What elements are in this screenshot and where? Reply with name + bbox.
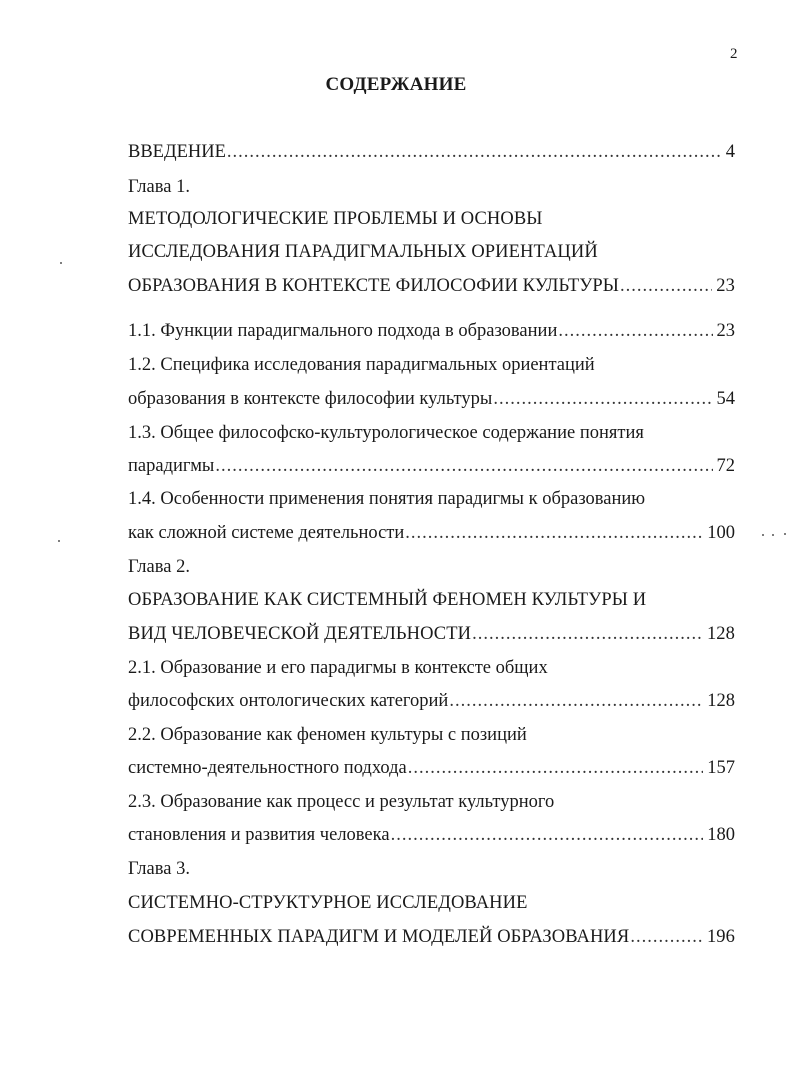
toc-leader-dots bbox=[405, 521, 703, 545]
toc-entry-text: ОБРАЗОВАНИЯ В КОНТЕКСТЕ ФИЛОСОФИИ КУЛЬТУРЫ bbox=[128, 276, 620, 296]
toc-entry-page: 196 bbox=[706, 927, 735, 947]
toc-entry-text: 1.1. Функции парадигмального подхода в образовании bbox=[128, 321, 558, 341]
toc-entry-1-3-line-1: 1.3. Общее философско-культурологическое содержание понятия bbox=[128, 423, 644, 443]
toc-entry-2-3-line-1: 2.3. Образование как процесс и результат культурного bbox=[128, 792, 555, 812]
toc-entry-2-1-line-1: 2.1. Образование и его парадигмы в контексте общих bbox=[128, 658, 548, 678]
scan-speck bbox=[772, 534, 774, 536]
toc-entry-text: системно-деятельностного подхода bbox=[128, 758, 407, 778]
toc-entry-text: ВИД ЧЕЛОВЕЧЕСКОЙ ДЕЯТЕЛЬНОСТИ bbox=[128, 624, 472, 644]
toc-leader-dots bbox=[472, 622, 703, 646]
toc-entry-page: 128 bbox=[707, 691, 735, 711]
toc-entry-text: образования в контексте философии культуры bbox=[128, 389, 493, 409]
toc-leader-dots bbox=[227, 140, 722, 164]
toc-entry-page: 128 bbox=[706, 624, 735, 644]
toc-entry-text: философских онтологических категорий bbox=[128, 691, 449, 711]
toc-entry-1-2-line-1: 1.2. Специфика исследования парадигмальных ориентаций bbox=[128, 355, 595, 375]
toc-entry-1-3 bbox=[128, 454, 735, 478]
toc-entry-chapter-1 bbox=[128, 274, 735, 298]
toc-entry-2-2 bbox=[128, 756, 735, 780]
toc-entry-1-4-line-1: 1.4. Особенности применения понятия парадигмы к образованию bbox=[128, 489, 646, 509]
page-title: СОДЕРЖАНИЕ bbox=[325, 74, 467, 95]
toc-entry-page: 23 bbox=[716, 321, 735, 341]
toc-entry-1-4 bbox=[128, 521, 735, 545]
toc-entry-page: 180 bbox=[707, 825, 735, 845]
scan-speck bbox=[60, 262, 62, 264]
toc-entry-page: 157 bbox=[707, 758, 735, 778]
toc-entry-chapter-2 bbox=[128, 622, 735, 646]
toc-entry-1-2 bbox=[128, 387, 735, 411]
scan-speck bbox=[58, 540, 60, 542]
toc-entry-page: 4 bbox=[725, 142, 735, 162]
chapter-3-label: Глава 3. bbox=[128, 859, 190, 879]
toc-leader-dots bbox=[215, 454, 712, 478]
scan-speck bbox=[784, 533, 786, 535]
toc-leader-dots bbox=[558, 319, 712, 343]
toc-leader-dots bbox=[391, 823, 704, 847]
toc-entry-page: 54 bbox=[716, 389, 735, 409]
toc-entry-2-2-line-1: 2.2. Образование как феномен культуры с позиций bbox=[128, 725, 527, 745]
chapter-3-title-line-1: СИСТЕМНО-СТРУКТУРНОЕ ИССЛЕДОВАНИЕ bbox=[128, 893, 528, 913]
toc-leader-dots bbox=[408, 756, 704, 780]
chapter-2-label: Глава 2. bbox=[128, 557, 190, 577]
toc-entry-page: 72 bbox=[716, 456, 735, 476]
toc-entry-intro bbox=[128, 140, 735, 164]
toc-entry-chapter-3 bbox=[128, 925, 735, 949]
page-number: 2 bbox=[730, 46, 738, 62]
toc-entry-page: 100 bbox=[707, 523, 735, 543]
toc-leader-dots bbox=[493, 387, 712, 411]
chapter-1-title-line-2: ИССЛЕДОВАНИЯ ПАРАДИГМАЛЬНЫХ ОРИЕНТАЦИЙ bbox=[128, 242, 598, 262]
toc-leader-dots bbox=[449, 689, 703, 713]
toc-entry-text: становления и развития человека bbox=[128, 825, 390, 845]
toc-entry-2-1 bbox=[128, 689, 735, 713]
chapter-1-title-line-1: МЕТОДОЛОГИЧЕСКИЕ ПРОБЛЕМЫ И ОСНОВЫ bbox=[128, 209, 543, 229]
toc-entry-2-3 bbox=[128, 823, 735, 847]
toc-entry-1-1 bbox=[128, 319, 735, 343]
scan-speck bbox=[762, 534, 764, 536]
toc-entry-text: СОВРЕМЕННЫХ ПАРАДИГМ И МОДЕЛЕЙ ОБРАЗОВАНИЯ bbox=[128, 927, 630, 947]
toc-entry-text: парадигмы bbox=[128, 456, 215, 476]
toc-entry-text: как сложной системе деятельности bbox=[128, 523, 405, 543]
toc-leader-dots bbox=[620, 274, 712, 298]
chapter-1-label: Глава 1. bbox=[128, 177, 190, 197]
toc-entry-page: 23 bbox=[716, 276, 735, 296]
toc-entry-text: ВВЕДЕНИЕ bbox=[128, 142, 226, 162]
toc-leader-dots bbox=[630, 925, 703, 949]
chapter-2-title-line-1: ОБРАЗОВАНИЕ КАК СИСТЕМНЫЙ ФЕНОМЕН КУЛЬТУРЫ И bbox=[128, 590, 647, 610]
